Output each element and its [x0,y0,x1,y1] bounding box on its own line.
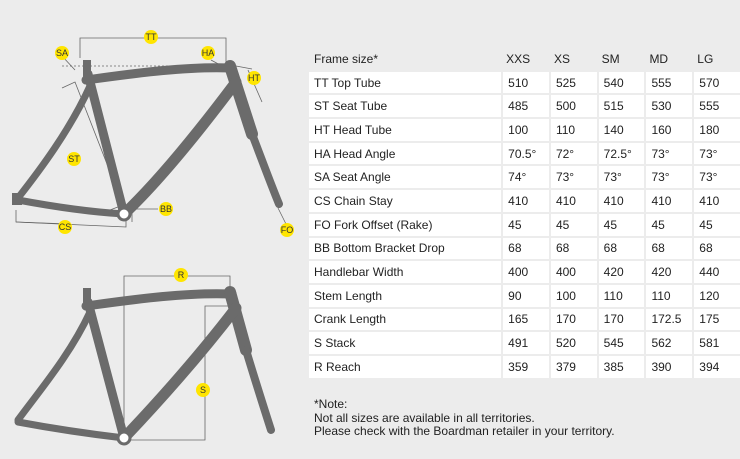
note-title: *Note: [314,397,348,411]
row-label: CS Chain Stay [309,190,501,212]
r-label: R [177,270,185,280]
fo-badge [280,223,294,237]
bb-label: BB [159,204,173,214]
table-row [309,356,740,378]
bottom-frame-tubes [18,292,271,438]
row-label: TT Top Tube [309,72,501,94]
note-line-2: Please check with the Boardman retailer in your territory. [314,424,615,438]
table-row [309,261,740,283]
size-header-sm: SM [601,51,620,66]
cs-label: CS [58,222,72,232]
cell-value: 500 [549,95,597,117]
row-label: Handlebar Width [309,261,501,283]
table-row [309,190,740,212]
cell-value: 45 [501,214,549,236]
table-row [309,332,740,354]
cell-value: 140 [597,119,645,141]
row-label: Stem Length [309,285,501,307]
cell-value: 110 [597,285,645,307]
cell-value: 45 [692,214,740,236]
top-frame-tubes [18,66,279,214]
cell-value: 359 [501,356,549,378]
footnote [314,398,615,439]
cell-value: 420 [597,261,645,283]
cell-value: 73° [644,166,692,188]
cell-value: 172.5 [644,309,692,331]
row-label: ST Seat Tube [309,95,501,117]
cell-value: 555 [692,95,740,117]
st-label: ST [68,154,80,164]
table-row [309,238,740,260]
table-row [309,72,740,94]
ha-label: HA [201,48,215,58]
size-header-xs: XS [553,51,570,66]
cell-value: 510 [501,72,549,94]
cell-value: 520 [549,332,597,354]
cell-value: 90 [501,285,549,307]
rear-dropout [12,193,22,205]
cell-value: 555 [644,72,692,94]
fo-label: FO [280,225,294,235]
table-body [309,72,740,378]
table-row [309,285,740,307]
size-header-md: MD [649,51,669,66]
sa-badge [55,46,69,60]
geometry-table [309,46,740,380]
ha-badge [201,46,215,60]
cell-value: 100 [549,285,597,307]
cell-value: 70.5° [501,143,549,165]
table-row [309,119,740,141]
cell-value: 72.5° [597,143,645,165]
table-row [309,309,740,331]
cell-value: 170 [597,309,645,331]
top-bottom-bracket [118,208,130,220]
r-badge [174,268,188,282]
cell-value: 180 [692,119,740,141]
table-row [309,166,740,188]
table-header-row [309,48,740,70]
cell-value: 68 [549,238,597,260]
cell-value: 100 [501,119,549,141]
frame-geometry-diagram [0,0,300,459]
cell-value: 390 [644,356,692,378]
sa-label: SA [55,48,69,58]
row-label: HT Head Tube [309,119,501,141]
cs-badge [58,220,72,234]
cell-value: 410 [692,190,740,212]
cell-value: 68 [597,238,645,260]
cell-value: 410 [549,190,597,212]
bottom-seatpost-stub [83,288,91,306]
size-header-lg: LG [697,51,714,66]
st-badge [67,152,81,166]
table-row [309,143,740,165]
row-label: S Stack [309,332,501,354]
table-row [309,95,740,117]
cell-value: 73° [692,166,740,188]
note-line-1: Not all sizes are available in all territories. [314,410,535,425]
cell-value: 570 [692,72,740,94]
cell-value: 175 [692,309,740,331]
s-label: S [199,385,207,395]
cell-value: 45 [549,214,597,236]
cell-value: 400 [501,261,549,283]
cell-value: 120 [692,285,740,307]
cell-value: 73° [692,143,740,165]
cell-value: 545 [597,332,645,354]
cell-value: 160 [644,119,692,141]
row-label: R Reach [309,356,501,378]
cell-value: 72° [549,143,597,165]
s-badge [196,383,210,397]
cell-value: 165 [501,309,549,331]
top-frame [12,30,294,237]
top-seatpost-stub [83,60,91,78]
cell-value: 410 [501,190,549,212]
ht-label: HT [248,73,260,83]
cell-value: 394 [692,356,740,378]
cell-value: 562 [644,332,692,354]
row-label: SA Seat Angle [309,166,501,188]
cell-value: 68 [692,238,740,260]
cell-value: 73° [597,166,645,188]
cell-value: 385 [597,356,645,378]
cell-value: 581 [692,332,740,354]
ht-badge [247,71,261,85]
cell-value: 540 [597,72,645,94]
row-label: BB Bottom Bracket Drop [309,238,501,260]
cell-value: 68 [644,238,692,260]
cell-value: 110 [644,285,692,307]
cell-value: 45 [597,214,645,236]
row-label: FO Fork Offset (Rake) [309,214,501,236]
cell-value: 525 [549,72,597,94]
cell-value: 530 [644,95,692,117]
cell-value: 73° [644,143,692,165]
bottom-bottom-bracket [118,432,130,444]
cell-value: 68 [501,238,549,260]
frame-size-header: Frame size* [314,51,379,66]
tt-badge [144,30,158,44]
cell-value: 440 [692,261,740,283]
cell-value: 45 [644,214,692,236]
cell-value: 110 [549,119,597,141]
cell-value: 410 [644,190,692,212]
cell-value: 485 [501,95,549,117]
tt-label: TT [145,32,157,42]
cell-value: 410 [597,190,645,212]
size-header-xxs: XXS [506,51,531,66]
cell-value: 73° [549,166,597,188]
table-row [309,214,740,236]
cell-value: 400 [549,261,597,283]
cell-value: 379 [549,356,597,378]
row-label: Crank Length [309,309,501,331]
cell-value: 420 [644,261,692,283]
cell-value: 515 [597,95,645,117]
bb-badge [159,202,173,216]
cell-value: 491 [501,332,549,354]
bottom-frame [18,268,271,444]
row-label: HA Head Angle [309,143,501,165]
cell-value: 74° [501,166,549,188]
cell-value: 170 [549,309,597,331]
